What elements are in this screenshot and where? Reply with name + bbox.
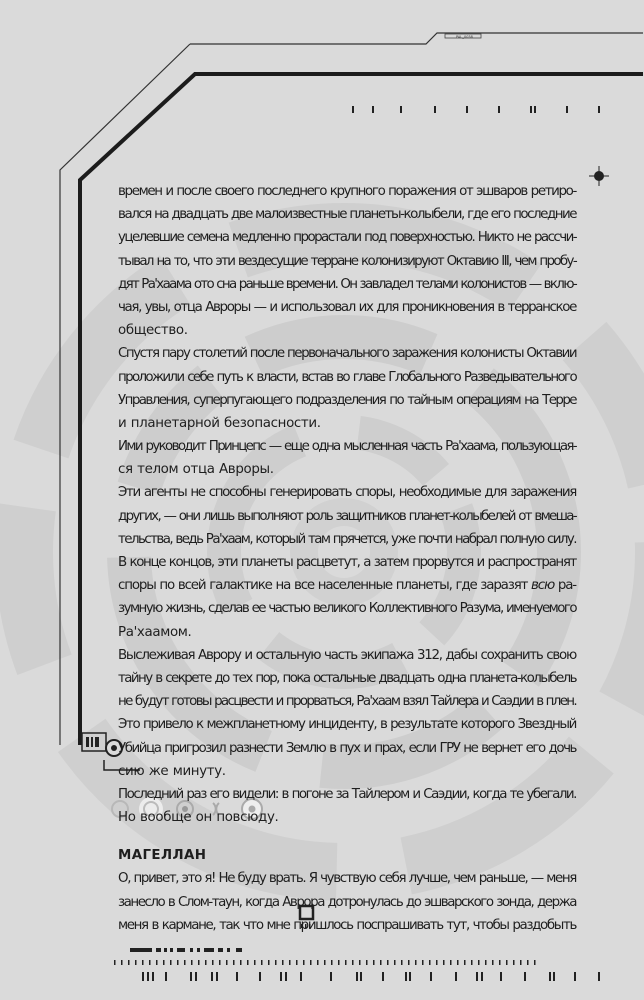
- top-ticks: [352, 106, 600, 113]
- paragraph: [118, 867, 576, 937]
- paragraph: [118, 435, 576, 481]
- text-line: Эти агенты не способны генерировать споры, необходимые для заражения: [118, 485, 576, 501]
- text-line: Управления, суперпугающего подразделения по тайным операциям на Терре: [118, 392, 576, 408]
- text-line: занесло в Слом-таун, когда Аврора дотронулась до эшварского зонда, держа: [118, 894, 576, 910]
- text-line: не будут готовы расцвести и прорваться, Ра'хаам взял Тайлера и Саэдии в плен.: [118, 694, 576, 710]
- paragraph: [118, 180, 576, 342]
- bottom-barcode: [130, 948, 242, 952]
- text-line: ся телом отца Авроры.: [118, 462, 274, 478]
- text-line: Ими руководит Принцепс — еще одна мысленная часть Ра'хаама, пользующая-: [118, 439, 576, 455]
- text-fragment: споры по всей галактике на все населенные планеты, где заразят: [118, 578, 532, 594]
- text-line: Ра'хаамом.: [118, 624, 192, 640]
- text-line: Выслеживая Аврору и остальную часть экипажа 312, дабы сохранить свою: [118, 647, 576, 663]
- text-line: О, привет, это я! Не буду врать. Я чувствую себя лучше, чем раньше, — меня: [118, 871, 576, 887]
- crosshair-icon: [589, 166, 609, 186]
- paragraph: [118, 342, 576, 435]
- bottom-bars: [142, 972, 600, 981]
- text-line: вался на двадцать две малоизвестные планеты-колыбели, где его последние: [118, 207, 577, 223]
- section-heading: МАГЕЛЛАН: [118, 848, 207, 864]
- text-line: дят Ра'хаама ото сна раньше времени. Он завладел телами колонистов — вклю-: [118, 276, 576, 292]
- text-line: проложили себе путь к власти, встав во главе Глобального Разведывательного: [118, 369, 576, 385]
- text-line: общество.: [118, 323, 188, 339]
- italic-word: всю: [531, 578, 555, 594]
- text-line: тывал на то, что эти вездесущие терране колонизируют Октавию III, чем пробу-: [118, 253, 576, 269]
- text-line: Спустя пару столетий после первоначального заражения колонисты Октавии: [118, 346, 577, 362]
- text-fragment: ра-: [554, 578, 576, 594]
- text-line: Убийца пригрозил разнести Землю в пух и прах, если ГРУ не вернет его дочь: [118, 740, 576, 756]
- text-line: Последний раз его видели: в погоне за Тайлером и Саэдии, когда те убегали.: [118, 786, 576, 802]
- paragraph: [118, 783, 576, 829]
- text-line: времен и после своего последнего крупного поражения от эшваров ретиро-: [118, 184, 576, 199]
- paragraph: [118, 481, 576, 643]
- body-text: [118, 180, 576, 937]
- text-line: тельства, ведь Ра'хаам, который там прячется, уже почти набрал полную силу.: [118, 531, 576, 547]
- text-line: сию же минуту.: [118, 763, 226, 779]
- header-tag: PAL_0038: [456, 35, 473, 39]
- text-line: меня в кармане, так что мне пришлось поспрашивать тут, чтобы раздобыть: [118, 917, 576, 933]
- text-line: Это привело к межпланетному инциденту, в результате которого Звездный: [118, 717, 576, 733]
- text-line: В конце концов, эти планеты расцветут, а затем прорвутся и распространят: [118, 555, 576, 570]
- outer-thin-frame: [190, 33, 643, 44]
- bottom-dotted-ruler: [114, 960, 536, 965]
- text-line: и планетарной безопасности.: [118, 415, 321, 431]
- text-line: чая, увы, отца Авроры — и использовал их для проникновения в терранское: [118, 299, 576, 315]
- text-line: [118, 574, 576, 597]
- text-line: других, — они лишь выполняют роль защитников планет-колыбелей от вмеша-: [118, 508, 576, 524]
- text-line: уцелевшие семена медленно прорастали под поверхностью. Никто не рассчи-: [118, 230, 576, 246]
- paragraph: [118, 644, 576, 783]
- text-line: тайну в секрете до тех пор, пока остальные двадцать одна планета-колыбель: [118, 670, 576, 686]
- text-line: Но вообще он повсюду.: [118, 810, 279, 826]
- text-line: зумную жизнь, сделав ее частью великого Коллективного Разума, именуемого: [118, 601, 576, 617]
